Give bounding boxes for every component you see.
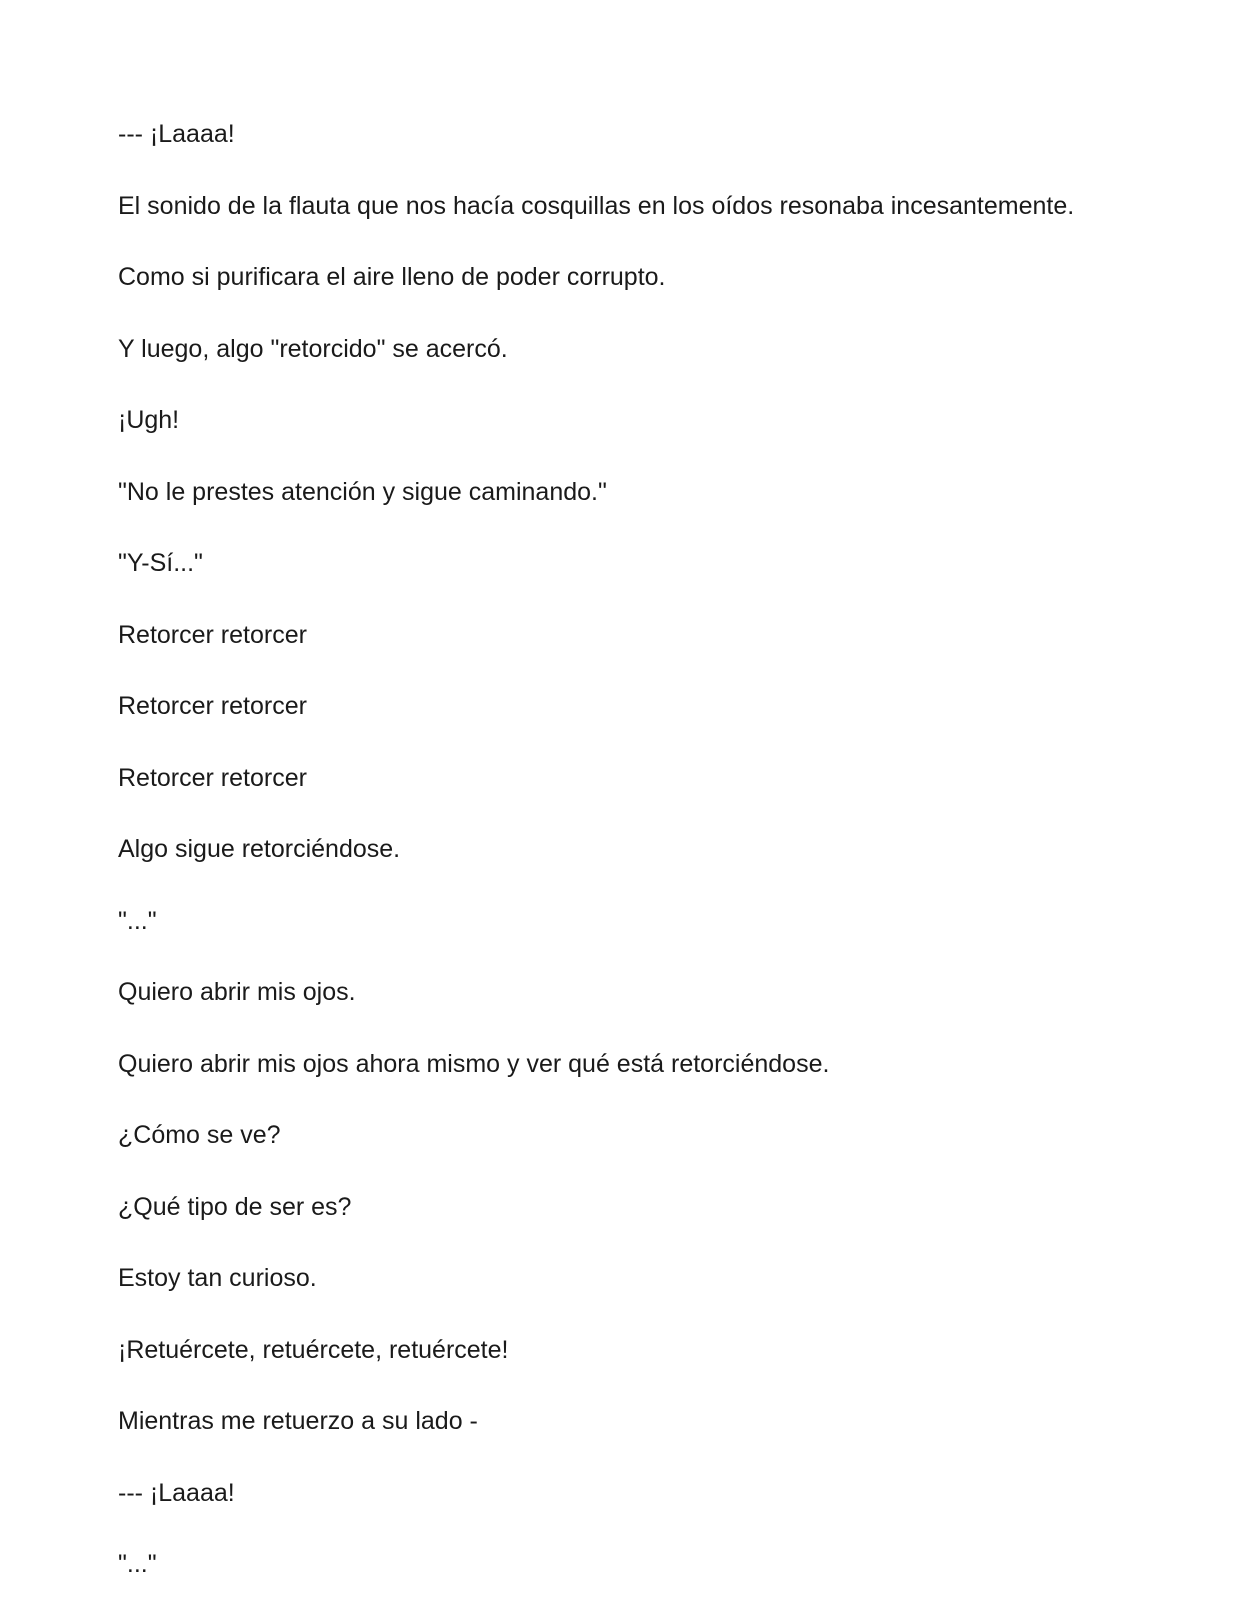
paragraph: "..." bbox=[118, 1550, 157, 1578]
paragraph: Como si purificara el aire lleno de poder corrupto. bbox=[118, 263, 666, 291]
paragraph: Y luego, algo "retorcido" se acercó. bbox=[118, 334, 508, 363]
paragraph: ¡Ugh! bbox=[118, 406, 180, 434]
paragraph: ¿Cómo se ve? bbox=[118, 1121, 281, 1149]
document-body bbox=[118, 116, 1178, 1618]
paragraph: --- ¡Laaaa! bbox=[118, 1478, 235, 1507]
paragraph: "No le prestes atención y sigue caminando." bbox=[118, 477, 607, 506]
paragraph: Mientras me retuerzo a su lado - bbox=[118, 1407, 478, 1435]
paragraph: --- ¡Laaaa! bbox=[118, 120, 235, 148]
paragraph: Algo sigue retorciéndose. bbox=[118, 835, 401, 863]
paragraph: Retorcer retorcer bbox=[118, 620, 307, 649]
paragraph: Estoy tan curioso. bbox=[118, 1264, 317, 1292]
paragraph: Retorcer retorcer bbox=[118, 763, 307, 792]
paragraph: ¡Retuércete, retuércete, retuércete! bbox=[118, 1335, 509, 1364]
paragraph: "Y-Sí..." bbox=[118, 549, 203, 577]
paragraph: El sonido de la flauta que nos hacía cosquillas en los oídos resonaba incesantemente. bbox=[118, 191, 1075, 220]
paragraph: ¿Qué tipo de ser es? bbox=[118, 1192, 352, 1221]
paragraph: Retorcer retorcer bbox=[118, 692, 307, 720]
paragraph: Quiero abrir mis ojos ahora mismo y ver qué está retorciéndose. bbox=[118, 1049, 830, 1078]
paragraph: "..." bbox=[118, 906, 157, 935]
paragraph: Quiero abrir mis ojos. bbox=[118, 978, 356, 1006]
